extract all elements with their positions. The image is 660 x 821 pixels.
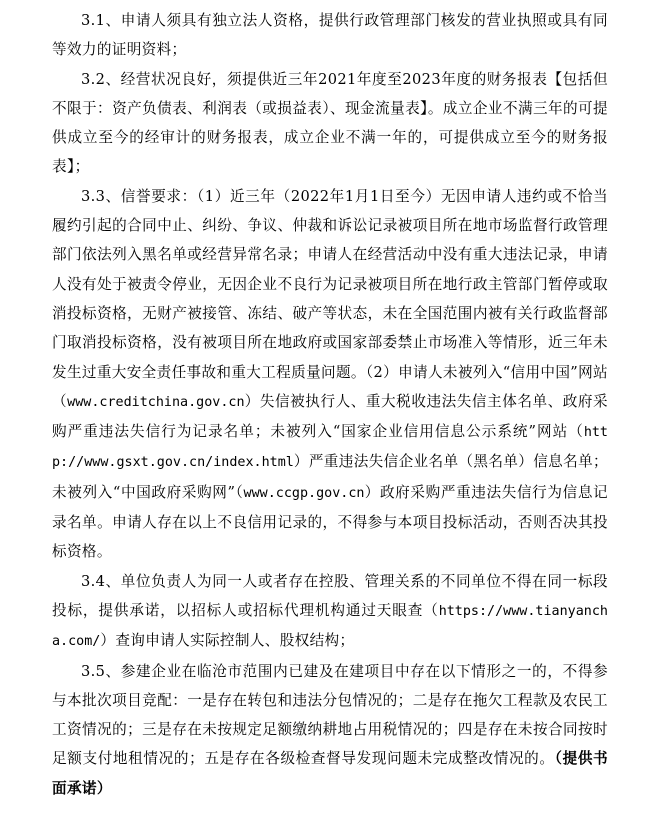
paragraph-3-5-text: 3.5、参建企业在临沧市范围内已建及在建项目中存在以下情形之一的，不得参与本批次项目竞配：一是存在转包和违法分包情况的；二是存在拖欠工程款及农民工工资情况的；三是存在未按规定足额缴纳耕地占用税情况的；四是存在未按合同按时足额支付地租情况的；五是存在各级检查督导发现问题未完成整改情况的。 (52, 662, 608, 768)
paragraph-3-1 (52, 6, 608, 65)
tianyancha-url: https://www.tianyancha.com/ (52, 603, 608, 650)
paragraph-3-4-text-part2: ）查询申请人实际控制人、股权结构； (100, 632, 355, 650)
paragraph-3-5 (52, 657, 608, 803)
paragraph-3-3-text-part1: 3.3、信誉要求：（1）近三年（2022年1月1日至今）无因申请人违约或不恰当履约引起的合同中止、纠纷、争议、仲裁和诉讼记录被项目所在地市场监督行政管理部门依法列入黑名单或经营异常名录；申请人在经营活动中没有重大违法记录，申请人没有处于被责令停业，无因企业不良行为记录被项目所在地行政主管部门暂停或取消投标资格，无财产被接管、冻结、破产等状态，未在全国范围内被有关行政监督部门取消投标资格，没有被项目所在地政府或国家部委禁止市场准入等情形，近三年未发生过重大安全责任事故和重大工程质量问题。（2）申请人未被列入“信用中国”网站（ (52, 187, 608, 410)
paragraph-3-3-text-part2: ）失信被执行人、重大税收违法失信主体名单、政府采购严重违法失信行为记录名单；未被列入“国家企业信用信息公示系统”网站（ (52, 392, 608, 441)
written-commitment-note: （提供书面承诺） (52, 750, 608, 797)
paragraph-3-3-text-part4: ）政府采购严重违法失信行为信息记录名单。申请人存在以上不良信用记录的，不得参与本项目投标活动，否则否决其投标资格。 (52, 483, 608, 561)
paragraph-3-3 (52, 182, 608, 567)
paragraph-3-1-text: 3.1、申请人须具有独立法人资格，提供行政管理部门核发的营业执照或具有同等效力的证明资料； (52, 12, 608, 59)
gsxt-url: http://www.gsxt.gov.cn/index.html (52, 425, 608, 471)
paragraph-3-3-text-part3: ）严重违法失信企业名单（黑名单）信息名单；未被列入“中国政府采购网”（ (52, 453, 608, 501)
ccgp-url: www.ccgp.gov.cn (243, 485, 365, 501)
paragraph-3-4-text-part1: 3.4、单位负责人为同一人或者存在控股、管理关系的不同单位不得在同一标段投标，提供承诺，以招标人或招标代理机构通过天眼查（ (52, 572, 608, 619)
paragraph-3-2-text: 3.2、经营状况良好，须提供近三年2021年度至2023年度的财务报表【包括但不限于：资产负债表、利润表（或损益表）、现金流量表】。成立企业不满三年的可提供成立至今的经审计的财务报表，成立企业不满一年的，可提供成立至今的财务报表】； (52, 70, 608, 176)
paragraph-3-2 (52, 65, 608, 182)
creditchina-url: www.creditchina.gov.cn (67, 394, 245, 410)
paragraph-3-4 (52, 567, 608, 657)
